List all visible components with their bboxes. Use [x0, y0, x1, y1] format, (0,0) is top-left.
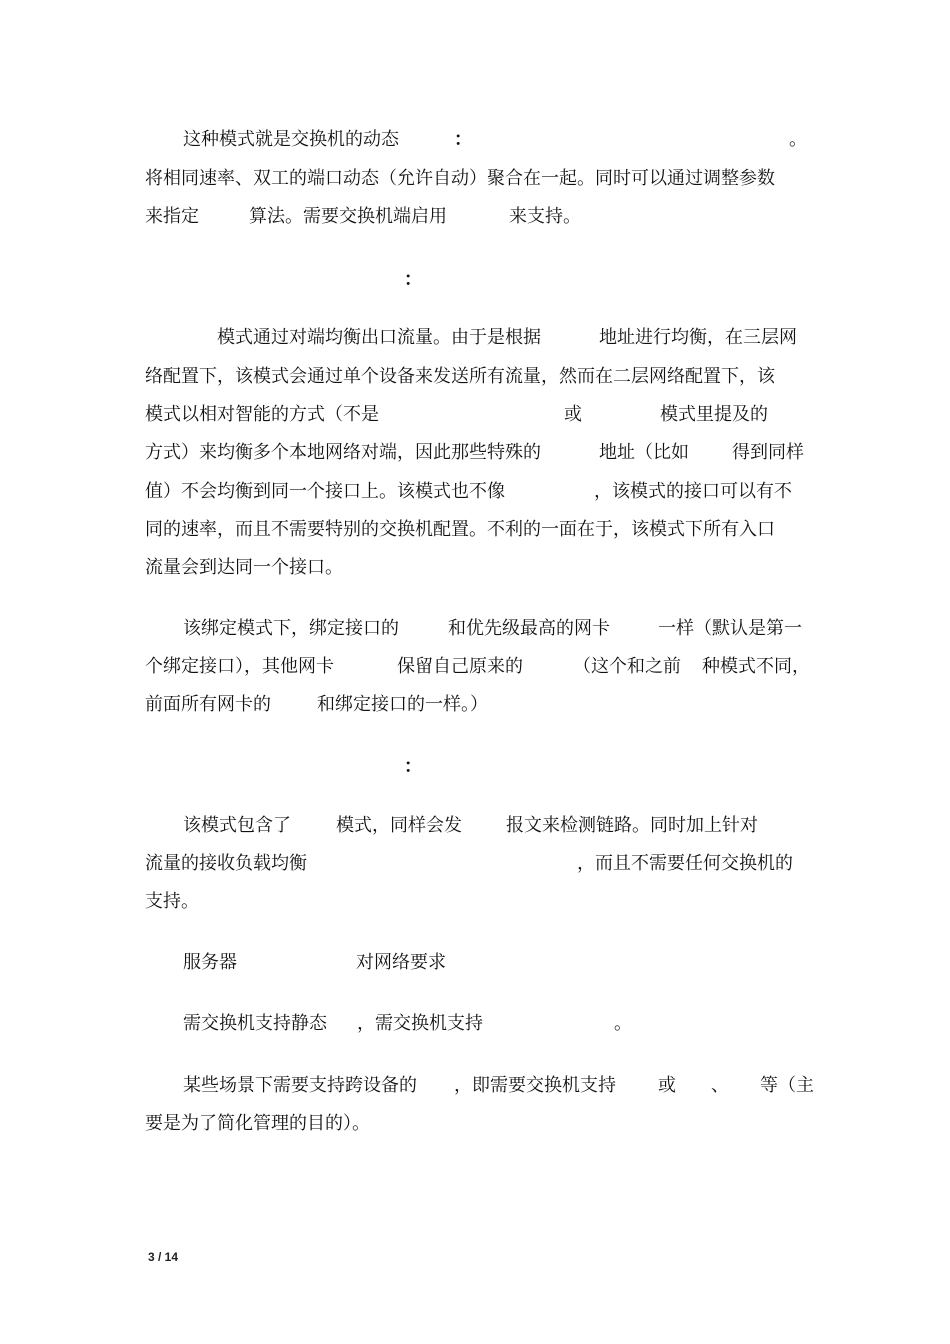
text-line: 支持。	[145, 891, 199, 912]
text-run: 或	[658, 1075, 676, 1096]
text-run: （这个和之前	[573, 656, 681, 677]
text-run: ，需交换机支持	[357, 1013, 483, 1034]
text-run: ，即需要交换机支持	[454, 1075, 616, 1096]
text-run: 保留自己原来的	[397, 656, 523, 677]
text-line: 流量会到达同一个接口。	[145, 557, 343, 578]
text-run: 地址进行均衡，在三层网	[599, 327, 797, 348]
text-line: 要是为了简化管理的目的）。	[145, 1113, 370, 1134]
text-line: 络配置下，该模式会通过单个设备来发送所有流量，然而在二层网络配置下，该	[145, 366, 775, 387]
text-line: 将相同速率、双工的端口动态（允许自动）聚合在一起。同时可以通过调整参数	[145, 168, 775, 189]
text-run: 和绑定接口的一样。）	[317, 694, 488, 715]
section-heading-colon: ：	[404, 269, 422, 290]
text-run: 模式通过对端均衡出口流量。由于是根据	[217, 327, 541, 348]
text-run: 和优先级最高的网卡	[448, 618, 610, 639]
text-run: 某些场景下需要支持跨设备的	[183, 1075, 417, 1096]
text-run: 服务器	[183, 952, 237, 973]
text-run: 报文来检测链路。同时加上针对	[506, 815, 758, 836]
text-run: 来指定	[145, 206, 199, 227]
text-run: 。	[614, 1013, 632, 1034]
text-run: 该绑定模式下，绑定接口的	[183, 618, 399, 639]
text-run: 得到同样	[732, 442, 804, 463]
text-run: 算法。需要交换机端启用	[249, 206, 447, 227]
text-run: 种模式不同，	[702, 656, 810, 677]
text-run: 地址（比如	[599, 442, 689, 463]
text-run: 方式）来均衡多个本地网络对端，因此那些特殊的	[145, 442, 541, 463]
text-run: 值）不会均衡到同一个接口上。该模式也不像	[145, 481, 505, 502]
section-heading-colon: ：	[404, 756, 422, 777]
text-run: 来支持。	[509, 206, 581, 227]
text-run: ，而且不需要任何交换机的	[577, 853, 793, 874]
text-run: 模式里提及的	[660, 404, 768, 425]
text-run: 对网络要求	[356, 952, 446, 973]
colon-mark: ：	[454, 129, 472, 150]
text-run: 、	[711, 1075, 729, 1096]
text-run: 前面所有网卡的	[145, 694, 271, 715]
text-run: 一样（默认是第一	[658, 618, 802, 639]
text-run: 该模式包含了	[183, 815, 291, 836]
text-run: 这种模式就是交换机的动态	[183, 129, 399, 150]
text-run: 模式以相对智能的方式（不是	[145, 404, 379, 425]
text-run: 等（主	[760, 1075, 814, 1096]
text-run: 需交换机支持静态	[183, 1013, 327, 1034]
text-run: 或	[564, 404, 582, 425]
text-run: 模式，同样会发	[336, 815, 462, 836]
text-line: 同的速率，而且不需要特别的交换机配置。不利的一面在于，该模式下所有入口	[145, 519, 775, 540]
page-number: 3 / 14	[148, 1250, 179, 1264]
text-run: 流量的接收负载均衡	[145, 853, 307, 874]
text-run: 个绑定接口），其他网卡	[145, 656, 334, 677]
text-run: ，该模式的接口可以有不	[594, 481, 792, 502]
period-mark: 。	[789, 129, 807, 150]
